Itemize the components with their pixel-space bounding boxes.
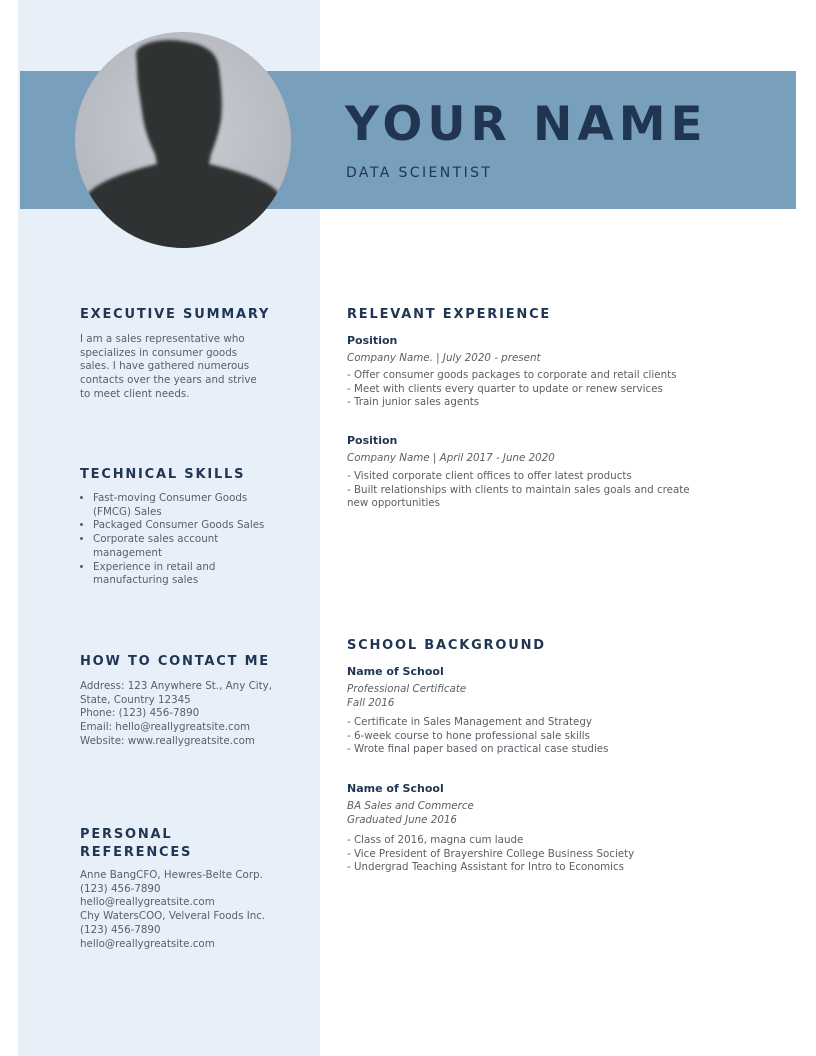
skill-line: Fast-moving Consumer Goods: [93, 492, 248, 504]
job-duty: - Offer consumer goods packages to corporate and retail clients: [347, 369, 677, 381]
contact-phone: Phone: (123) 456-7890: [80, 707, 200, 720]
school-name: Name of School: [347, 665, 444, 678]
school-degree: [347, 800, 474, 827]
job-duties: [347, 470, 767, 511]
contact-address-2: State, Country 12345: [80, 693, 191, 706]
contact-address: Address: 123 Anywhere St., Any City,: [80, 680, 273, 692]
contact-details: [80, 680, 310, 749]
school-highlights: [347, 716, 767, 757]
skill-line: (FMCG) Sales: [93, 505, 162, 518]
school-highlights: [347, 834, 767, 875]
person-silhouette-icon: [75, 32, 291, 248]
job-duties: [347, 369, 767, 410]
job-duty: - Visited corporate client offices to offer latest products: [347, 470, 632, 482]
profile-photo: [75, 32, 291, 248]
education-heading: SCHOOL BACKGROUND: [347, 638, 546, 653]
skill-line: manufacturing sales: [93, 574, 199, 587]
school-degree: [347, 683, 466, 710]
candidate-name: YOUR NAME: [345, 97, 708, 152]
summary-line: sales. I have gathered numerous: [80, 360, 250, 373]
summary-line: specializes in consumer goods: [80, 346, 238, 359]
executive-summary-text: [80, 333, 305, 402]
job-title: DATA SCIENTIST: [346, 165, 493, 181]
references-heading-line: REFERENCES: [80, 845, 193, 860]
school-highlight: - Certificate in Sales Management and Strategy: [347, 716, 592, 728]
school-detail-line: Professional Certificate: [347, 683, 467, 695]
references-list: [80, 869, 310, 951]
contact-website: Website: www.reallygreatsite.com: [80, 734, 255, 747]
reference-line: Anne BangCFO, Hewres-Belte Corp.: [80, 869, 263, 881]
references-heading-line: PERSONAL: [80, 827, 173, 842]
skill-line: Experience in retail and: [93, 560, 216, 573]
school-name: Name of School: [347, 782, 444, 795]
technical-skills-heading: TECHNICAL SKILLS: [80, 467, 246, 482]
reference-line: Chy WatersCOO, Velveral Foods Inc.: [80, 910, 266, 923]
school-detail-line: Graduated June 2016: [347, 813, 457, 826]
job-duty: - Meet with clients every quarter to update or renew services: [347, 382, 663, 395]
contact-email: Email: hello@reallygreatsite.com: [80, 721, 251, 734]
summary-line: I am a sales representative who: [80, 333, 245, 345]
skill-item: [93, 492, 310, 519]
experience-heading: RELEVANT EXPERIENCE: [347, 307, 552, 322]
reference-line: hello@reallygreatsite.com: [80, 896, 215, 909]
reference-line: (123) 456-7890: [80, 923, 161, 936]
school-highlight: - Undergrad Teaching Assistant for Intro to Economics: [347, 861, 625, 874]
references-heading: [80, 826, 192, 862]
school-detail-line: Fall 2016: [347, 696, 395, 709]
job-duty: new opportunities: [347, 497, 441, 510]
summary-line: contacts over the years and strive: [80, 374, 257, 387]
job-company: Company Name. | July 2020 - present: [347, 352, 541, 364]
technical-skills-list: [80, 492, 310, 588]
job-position: Position: [347, 434, 398, 447]
job-company: Company Name | April 2017 - June 2020: [347, 452, 555, 464]
job-position: Position: [347, 334, 398, 347]
job-duty: - Built relationships with clients to maintain sales goals and create: [347, 483, 690, 496]
school-detail-line: BA Sales and Commerce: [347, 800, 474, 812]
reference-line: (123) 456-7890: [80, 882, 161, 895]
skill-item: [93, 519, 310, 533]
reference-line: hello@reallygreatsite.com: [80, 937, 215, 950]
skill-line: Corporate sales account: [93, 533, 219, 546]
school-highlight: - 6-week course to hone professional sale skills: [347, 729, 590, 742]
skill-item: [93, 533, 310, 560]
job-duty: - Train junior sales agents: [347, 396, 480, 409]
skill-line: management: [93, 546, 162, 559]
skill-item: [93, 561, 310, 588]
executive-summary-heading: EXECUTIVE SUMMARY: [80, 307, 271, 322]
summary-line: to meet client needs.: [80, 387, 190, 400]
school-highlight: - Vice President of Brayershire College Business Society: [347, 847, 635, 860]
skill-line: Packaged Consumer Goods Sales: [93, 519, 265, 532]
contact-heading: HOW TO CONTACT ME: [80, 654, 270, 669]
school-highlight: - Class of 2016, magna cum laude: [347, 834, 524, 846]
school-highlight: - Wrote final paper based on practical case studies: [347, 743, 609, 756]
